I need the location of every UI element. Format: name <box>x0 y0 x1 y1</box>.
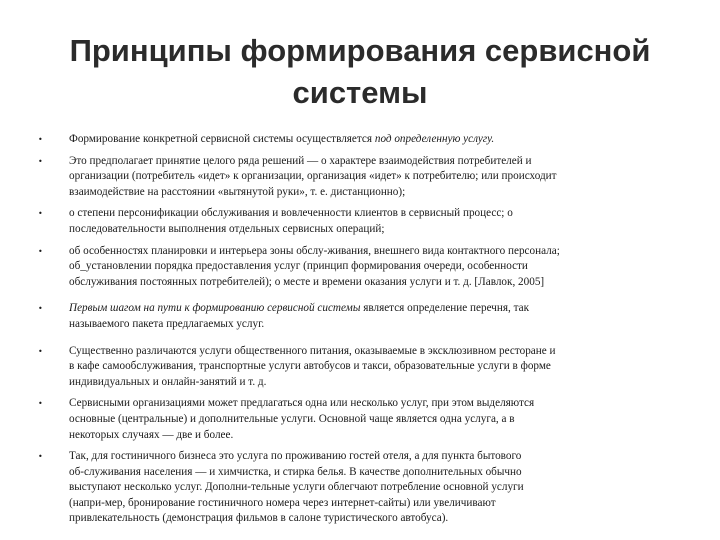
bullet-2-line-3: взаимодействие на расстоянии «вытянутой руки», т. е. дистанционно); <box>69 185 406 198</box>
title-line-1: Принципы формирования сервисной <box>69 33 651 68</box>
bullet-4-line-3: обслуживания постоянных потребителей); о месте и времени оказания услуги и т. д. [Лавлок, 2005] <box>69 275 545 288</box>
bullet-icon: • <box>38 246 43 256</box>
bullet-1-line-1: Формирование конкретной сервисной системы осуществляется под определенную услугу. <box>69 133 495 145</box>
bullet-item-7 <box>38 396 688 443</box>
bullet-3-line-1: о степени персонификации обслуживания и вовлеченности клиентов в сервисный процесс; о <box>69 207 513 220</box>
bullet-6-line-1: Существенно различаются услуги общественного питания, оказываемые в эксклюзивном ресторане и <box>69 344 556 357</box>
bullet-8-line-2: об-служивания населения — и химчистка, и стирка белья. В качестве дополнительных обычно <box>69 465 522 478</box>
bullet-item-4 <box>38 244 688 291</box>
bullet-7-line-2: основные (центральные) и дополнительные услуги. Основной чаще является одна услуга, а в <box>69 412 515 425</box>
bullet-item-2 <box>38 154 688 201</box>
bullet-item-5 <box>38 301 688 332</box>
bullet-item-3 <box>38 206 688 237</box>
bullet-7-line-1: Сервисными организациями может предлагаться одна или несколько услуг, при этом выделяются <box>69 397 535 410</box>
bullet-icon: • <box>38 156 43 166</box>
bullet-2-line-1: Это предполагает принятие целого ряда решений — о характере взаимодействия потребителей и <box>69 154 532 167</box>
bullet-5-line-1: Первым шагом на пути к формированию сервисной системы является определение перечня, так <box>69 302 530 315</box>
bullet-8-line-1: Так, для гостиничного бизнеса это услуга по проживанию гостей отеля, а для пункта бытового <box>69 450 522 463</box>
bullet-icon: • <box>38 304 43 314</box>
bullet-8-line-5: привлекательность (демонстрация фильмов в салоне туристического автобуса). <box>69 512 449 525</box>
title-line-2: системы <box>292 75 428 110</box>
bullet-2-line-2: организации (потребитель «идет» к организации, организация «идет» к потребителю; или происходит <box>69 170 557 183</box>
bullet-item-1 <box>38 132 688 148</box>
bullet-icon: • <box>38 346 43 356</box>
bullet-icon: • <box>38 452 43 462</box>
bullet-item-8 <box>38 449 688 527</box>
bullet-8-line-3: выступают несколько услуг. Дополни-тельные услуги облегчают потребление основной услуги <box>69 481 524 494</box>
bullet-list <box>38 132 688 527</box>
bullet-icon: • <box>38 135 43 144</box>
bullet-7-line-3: некоторых случаях — две и более. <box>69 428 234 441</box>
slide-title <box>40 30 680 114</box>
bullet-6-line-3: индивидуальных и онлайн-занятий и т. д. <box>69 375 267 388</box>
bullet-4-line-1: об особенностях планировки и интерьера зоны обслу-живания, внешнего вида контактного персонала; <box>69 244 560 257</box>
bullet-8-line-4: (напри-мер, бронирование гостиничного номера через интернет-сайты) или увеличивают <box>69 496 496 509</box>
bullet-6-line-2: в кафе самообслуживания, транспортные услуги автобусов и такси, образовательные услуги в форме <box>69 360 551 373</box>
bullet-icon: • <box>38 209 43 219</box>
bullet-4-line-2: об_установлении порядка предоставления услуг (принцип формирования очереди, особенности <box>69 260 528 273</box>
bullet-3-line-2: последовательности выполнения отдельных сервисных операций; <box>69 222 385 235</box>
bullet-5-line-2: называемого пакета предлагаемых услуг. <box>69 317 265 330</box>
bullet-item-6 <box>38 344 688 391</box>
bullet-icon: • <box>38 399 43 409</box>
